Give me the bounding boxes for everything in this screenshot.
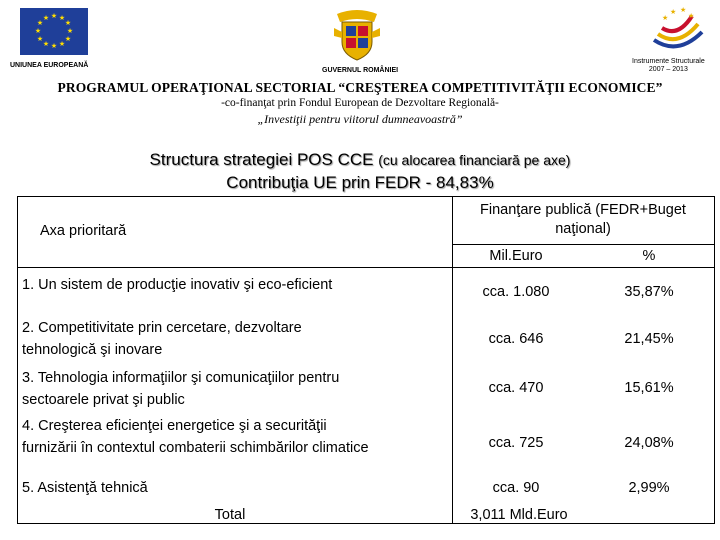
svg-text:★: ★ (66, 27, 74, 35)
svg-text:★: ★ (50, 12, 58, 20)
svg-text:★: ★ (50, 42, 58, 50)
is-caption-line1: Instrumente Structurale (632, 58, 705, 65)
header-percent: % (642, 248, 656, 264)
row5-percent: 2,99% (628, 480, 670, 496)
svg-text:★: ★ (64, 19, 72, 27)
slide-title (0, 150, 720, 170)
svg-text:★: ★ (36, 19, 44, 27)
program-title: PROGRAMUL OPERAŢIONAL SECTORIAL “CREŞTEREA COMPETITIVITĂŢII ECONOMICE” (57, 80, 663, 95)
row5-meuro: cca. 90 (492, 480, 540, 496)
subheader-divider (452, 244, 715, 245)
structural-instruments-caption (632, 58, 705, 74)
svg-text:★: ★ (64, 35, 72, 43)
government-caption: GUVERNUL ROMÂNIEI (322, 67, 399, 74)
eu-flag-logo (20, 8, 88, 55)
row4-axis-line2: furnizării în contextul combaterii schimbărilor climatice (22, 440, 369, 456)
row3-axis-line1: 3. Tehnologia informaţiilor şi comunicaţiilor pentru (22, 370, 340, 386)
header-funding-line2: naţional) (555, 221, 611, 237)
svg-text:★: ★ (58, 40, 66, 48)
svg-text:★: ★ (662, 14, 669, 22)
row1-axis: 1. Un sistem de producţie inovativ şi eco-eficient (22, 277, 333, 293)
header-axis: Axa prioritară (40, 223, 127, 239)
is-caption-line2: 2007 – 2013 (648, 66, 688, 73)
row4-meuro: cca. 725 (488, 435, 544, 451)
header-divider (17, 267, 715, 268)
row2-meuro: cca. 646 (488, 331, 544, 347)
program-motto: „Investiţii pentru viitorul dumneavoastră” (257, 112, 463, 126)
svg-text:★: ★ (680, 6, 687, 14)
romanian-coat-of-arms-logo (332, 8, 382, 69)
total-label: Total (214, 507, 246, 523)
svg-text:★: ★ (688, 12, 695, 20)
row2-axis-line1: 2. Competitivitate prin cercetare, dezvoltare (22, 320, 302, 336)
slide-title-main: Structura strategiei POS CCE (149, 150, 374, 169)
svg-text:★: ★ (36, 35, 44, 43)
row3-percent: 15,61% (624, 380, 674, 396)
svg-text:★: ★ (42, 14, 50, 22)
allocation-table (17, 196, 715, 524)
row4-axis-line1: 4. Creşterea eficienţei energetice şi a securităţii (22, 418, 327, 434)
header-funding-line1: Finanţare publică (FEDR+Buget (480, 202, 686, 218)
svg-text:★: ★ (34, 27, 42, 35)
svg-text:★: ★ (42, 40, 50, 48)
row3-meuro: cca. 470 (488, 380, 544, 396)
row1-meuro: cca. 1.080 (482, 284, 550, 300)
column-divider (452, 196, 453, 524)
row1-percent: 35,87% (624, 284, 674, 300)
row4-percent: 24,08% (624, 435, 674, 451)
header-meuro: Mil.Euro (489, 248, 543, 264)
program-subtitle: -co-finanţat prin Fondul European de Dezvoltare Regională- (221, 97, 499, 109)
svg-text:★: ★ (670, 8, 677, 16)
total-value: 3,011 Mld.Euro (470, 507, 568, 523)
svg-text:★: ★ (58, 14, 66, 22)
row2-percent: 21,45% (624, 331, 674, 347)
eu-caption: UNIUNEA EUROPEANĂ (10, 62, 89, 69)
structural-instruments-logo (648, 4, 708, 61)
row2-axis-line2: tehnologică şi inovare (22, 342, 163, 358)
row5-axis: 5. Asistenţă tehnică (22, 480, 148, 496)
row3-axis-line2: sectoarele privat şi public (22, 392, 185, 408)
slide-subtitle: Contribuţia UE prin FEDR - 84,83% (226, 173, 494, 192)
slide-title-note: (cu alocarea financiară pe axe) (378, 152, 571, 168)
